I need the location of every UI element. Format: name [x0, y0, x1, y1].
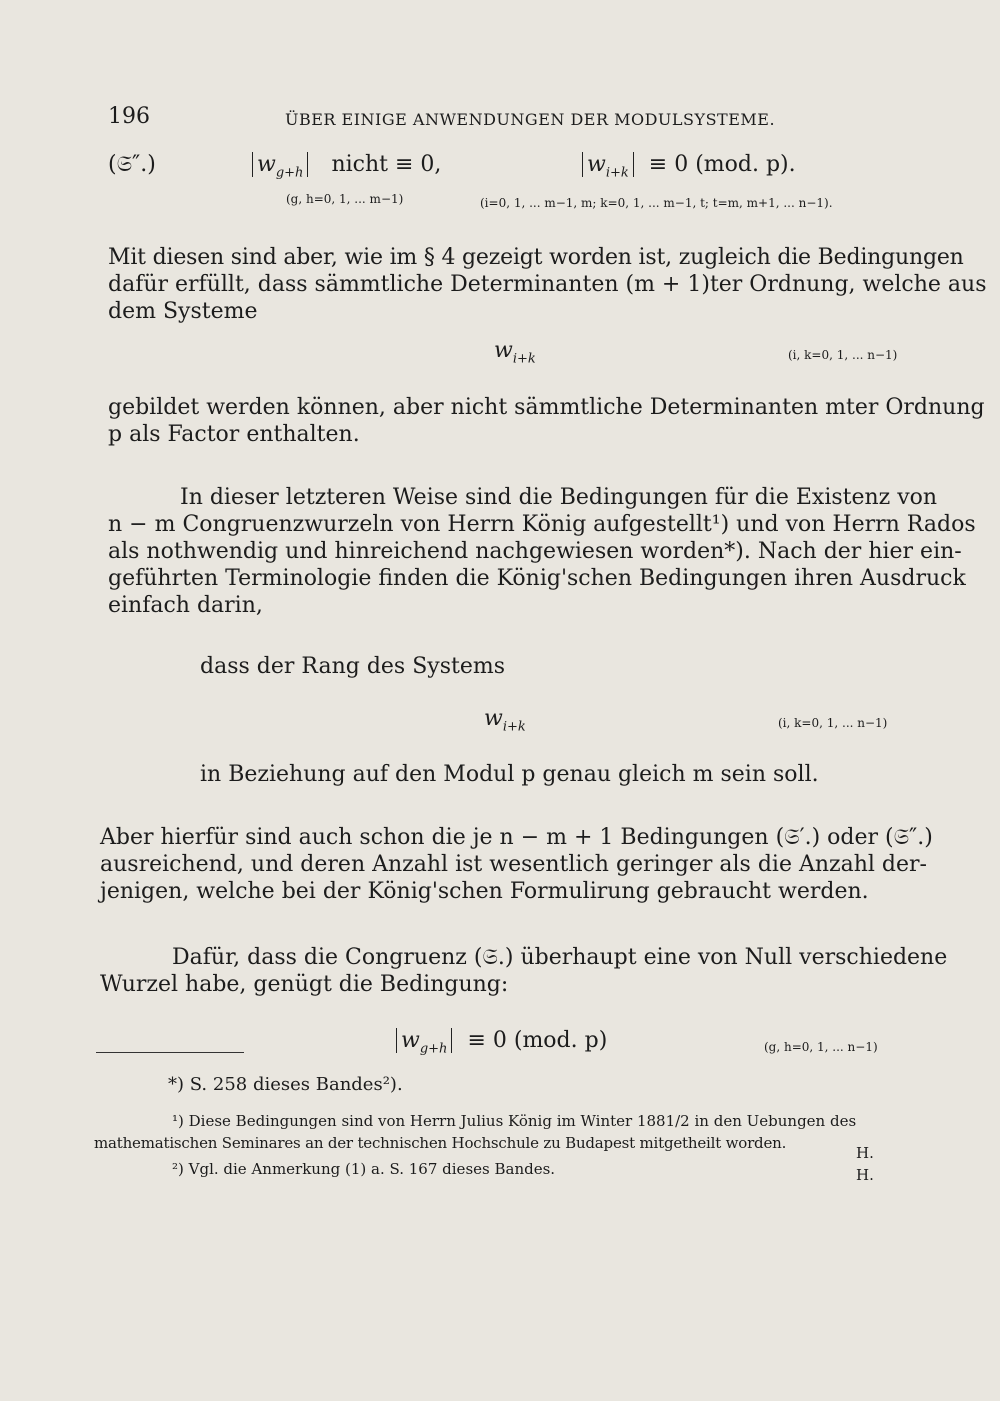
footnote-2-signature: H.: [856, 1166, 874, 1184]
equation-label: (𝔖″.): [108, 152, 156, 177]
footnote-rule: [96, 1052, 244, 1053]
equation-4: $w_{g+h} \equiv 0$ (mod. p): [396, 1028, 607, 1056]
paragraph-6: Aber hierfür sind auch schon die je n − m + 1 Bedingungen (𝔖′.) oder (𝔖″.) ausreichend, und deren Anzahl ist wesentlich geringer als die Anzahl der- jenigen, welche bei der König'schen Formulirung gebraucht werden.: [100, 825, 933, 904]
paragraph-3: In dieser letzteren Weise sind die Bedingungen für die Existenz von n − m Congruenzwurzeln von Herrn König aufgestellt¹) und von Herrn Rados als nothwendig und hinreichend nachgewiesen worden*). Nach der hier ein- geführten Terminologie finden die König'schen Bedingungen ihren Ausdruck einfach darin,: [108, 485, 976, 618]
equation-right: $w_{i+k} \equiv 0$ (mod. p).: [582, 152, 796, 180]
page-number: 196: [108, 104, 150, 129]
paragraph-7: Dafür, dass die Congruenz (𝔖.) überhaupt eine von Null verschiedene Wurzel habe, genügt die Bedingung:: [100, 945, 948, 997]
equation-3: $w_{i+k}$: [484, 706, 526, 735]
footnote-star: *) S. 258 dieses Bandes²).: [168, 1074, 403, 1095]
equation-3-range: (i, k=0, 1, ... n−1): [778, 716, 888, 730]
paragraph-5: in Beziehung auf den Modul p genau gleich m sein soll.: [200, 762, 819, 787]
paragraph-2: gebildet werden können, aber nicht sämmtliche Determinanten mter Ordnung p als Factor enthalten.: [108, 395, 985, 447]
footnote-1-signature: H.: [856, 1144, 874, 1162]
paragraph-4: dass der Rang des Systems: [200, 654, 506, 679]
footnote-2: ²) Vgl. die Anmerkung (1) a. S. 167 dieses Bandes.: [172, 1160, 556, 1178]
running-title: ÜBER EINIGE ANWENDUNGEN DER MODULSYSTEME.: [285, 110, 776, 129]
paragraph-1: Mit diesen sind aber, wie im § 4 gezeigt worden ist, zugleich die Bedingungen dafür erfüllt, dass sämmtliche Determinanten (m + 1)ter Ordnung, welche aus dem Systeme: [108, 245, 987, 324]
equation-left: $w_{g+h}$ nicht ≡ 0,: [252, 152, 441, 180]
determinant-right: $w_{i+k}$: [582, 152, 634, 177]
equation-4-range: (g, h=0, 1, ... n−1): [764, 1040, 878, 1054]
equation-2-range: (i, k=0, 1, ... n−1): [788, 348, 898, 362]
footnote-1-line-2: mathematischen Seminares an der technischen Hochschule zu Budapest mitgetheilt worden.: [94, 1134, 787, 1152]
equation-2: $w_{i+k}$: [494, 338, 536, 367]
equation-left-range: (g, h=0, 1, ... m−1): [286, 192, 404, 206]
determinant-4: $w_{g+h}$: [396, 1028, 452, 1053]
determinant-left: $w_{g+h}$: [252, 152, 308, 177]
footnote-1-line-1: ¹) Diese Bedingungen sind von Herrn Julius König im Winter 1881/2 in den Uebungen des: [172, 1112, 857, 1130]
equation-right-range: (i=0, 1, ... m−1, m; k=0, 1, ... m−1, t; t=m, m+1, ... n−1).: [480, 196, 833, 210]
